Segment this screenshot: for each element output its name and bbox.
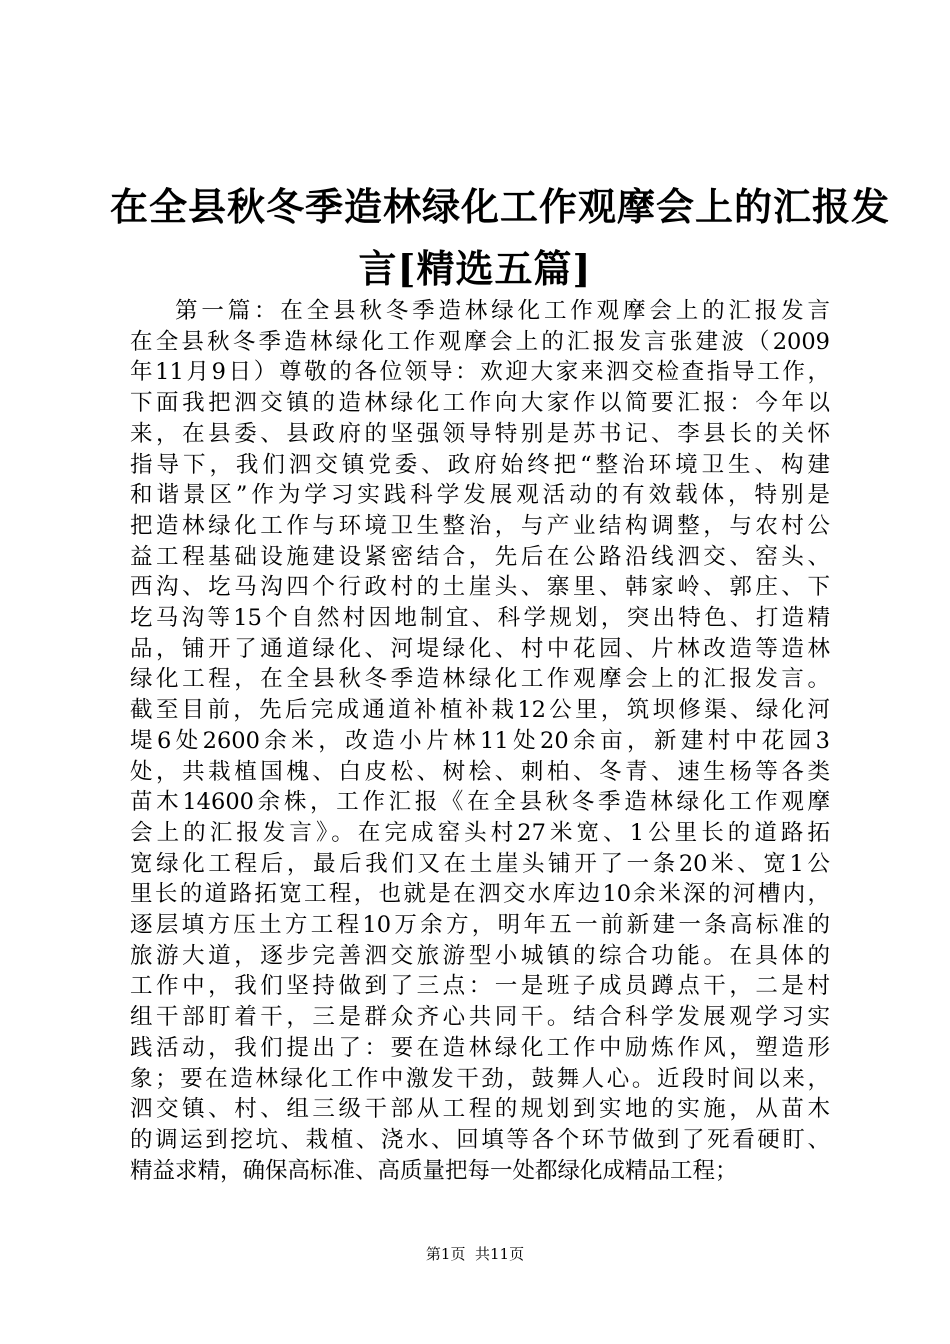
body-line: 西沟、圪马沟四个行政村的土崖头、寨里、韩家岭、郭庄、下 [130,574,830,601]
body-line: 的调运到挖坑、栽植、浇水、回填等各个环节做到了死看硬盯、 [130,1126,830,1153]
page-number-footer: 第1页 共11页 [425,1245,525,1263]
document-title [110,176,891,300]
body-line: 旅游大道，逐步完善泗交旅游型小城镇的综合功能。在具体的 [130,942,830,969]
body-line: 逐层填方压土方工程10万余方，明年五一前新建一条高标准的 [130,912,830,939]
body-line: 来，在县委、县政府的坚强领导特别是苏书记、李县长的关怀 [130,420,830,447]
body-line: 下面我把泗交镇的造林绿化工作向大家作以简要汇报：今年以 [130,390,830,417]
body-line: 精益求精，确保高标准、高质量把每一处都绿化成精品工程； [130,1157,738,1184]
body-line: 和谐景区”作为学习实践科学发展观活动的有效载体，特别是 [130,482,830,509]
body-text [130,296,830,1186]
body-line: 苗木14600余株，工作汇报《在全县秋冬季造林绿化工作观摩 [130,789,830,816]
body-line: 指导下，我们泗交镇党委、政府始终把“整治环境卫生、构建 [130,451,830,478]
body-line: 在全县秋冬季造林绿化工作观摩会上的汇报发言张建波（2009 [130,328,830,355]
body-line: 第一篇：在全县秋冬季造林绿化工作观摩会上的汇报发言 [175,298,830,324]
body-line: 工作中，我们坚持做到了三点：一是班子成员蹲点干，二是村 [130,973,830,1000]
body-line: 堤6处2600余米，改造小片林11处20余亩，新建村中花园3 [130,727,830,754]
body-line: 处，共栽植国槐、白皮松、树桧、刺柏、冬青、速生杨等各类 [130,758,830,785]
body-line: 益工程基础设施建设紧密结合，先后在公路沿线泗交、窑头、 [130,543,830,570]
body-line: 绿化工程，在全县秋冬季造林绿化工作观摩会上的汇报发言。 [130,666,830,693]
body-line: 年11月9日）尊敬的各位领导：欢迎大家来泗交检查指导工作， [130,359,830,386]
body-line: 会上的汇报发言》。在完成窑头村27米宽、1公里长的道路拓 [130,819,830,846]
body-line: 里长的道路拓宽工程，也就是在泗交水库边10余米深的河槽内， [130,881,830,908]
title-line: 在全县秋冬季造林绿化工作观摩会上的汇报发 [110,184,891,229]
body-line: 圪马沟等15个自然村因地制宜、科学规划，突出特色、打造精 [130,605,830,632]
body-line: 把造林绿化工作与环境卫生整治，与产业结构调整，与农村公 [130,512,830,539]
body-line: 践活动，我们提出了：要在造林绿化工作中励炼作风，塑造形 [130,1034,830,1061]
body-line: 象；要在造林绿化工作中激发干劲，鼓舞人心。近段时间以来， [130,1065,830,1092]
body-line: 截至目前，先后完成通道补植补栽12公里，筑坝修渠、绿化河 [130,697,830,724]
title-line: 言[精选五篇] [358,246,592,291]
body-line: 组干部盯着干，三是群众齐心共同干。结合科学发展观学习实 [130,1004,830,1031]
body-line: 泗交镇、村、组三级干部从工程的规划到实地的实施，从苗木 [130,1096,830,1123]
body-line: 宽绿化工程后，最后我们又在土崖头铺开了一条20米、宽1公 [130,850,830,877]
body-line: 品，铺开了通道绿化、河堤绿化、村中花园、片林改造等造林 [130,635,830,662]
